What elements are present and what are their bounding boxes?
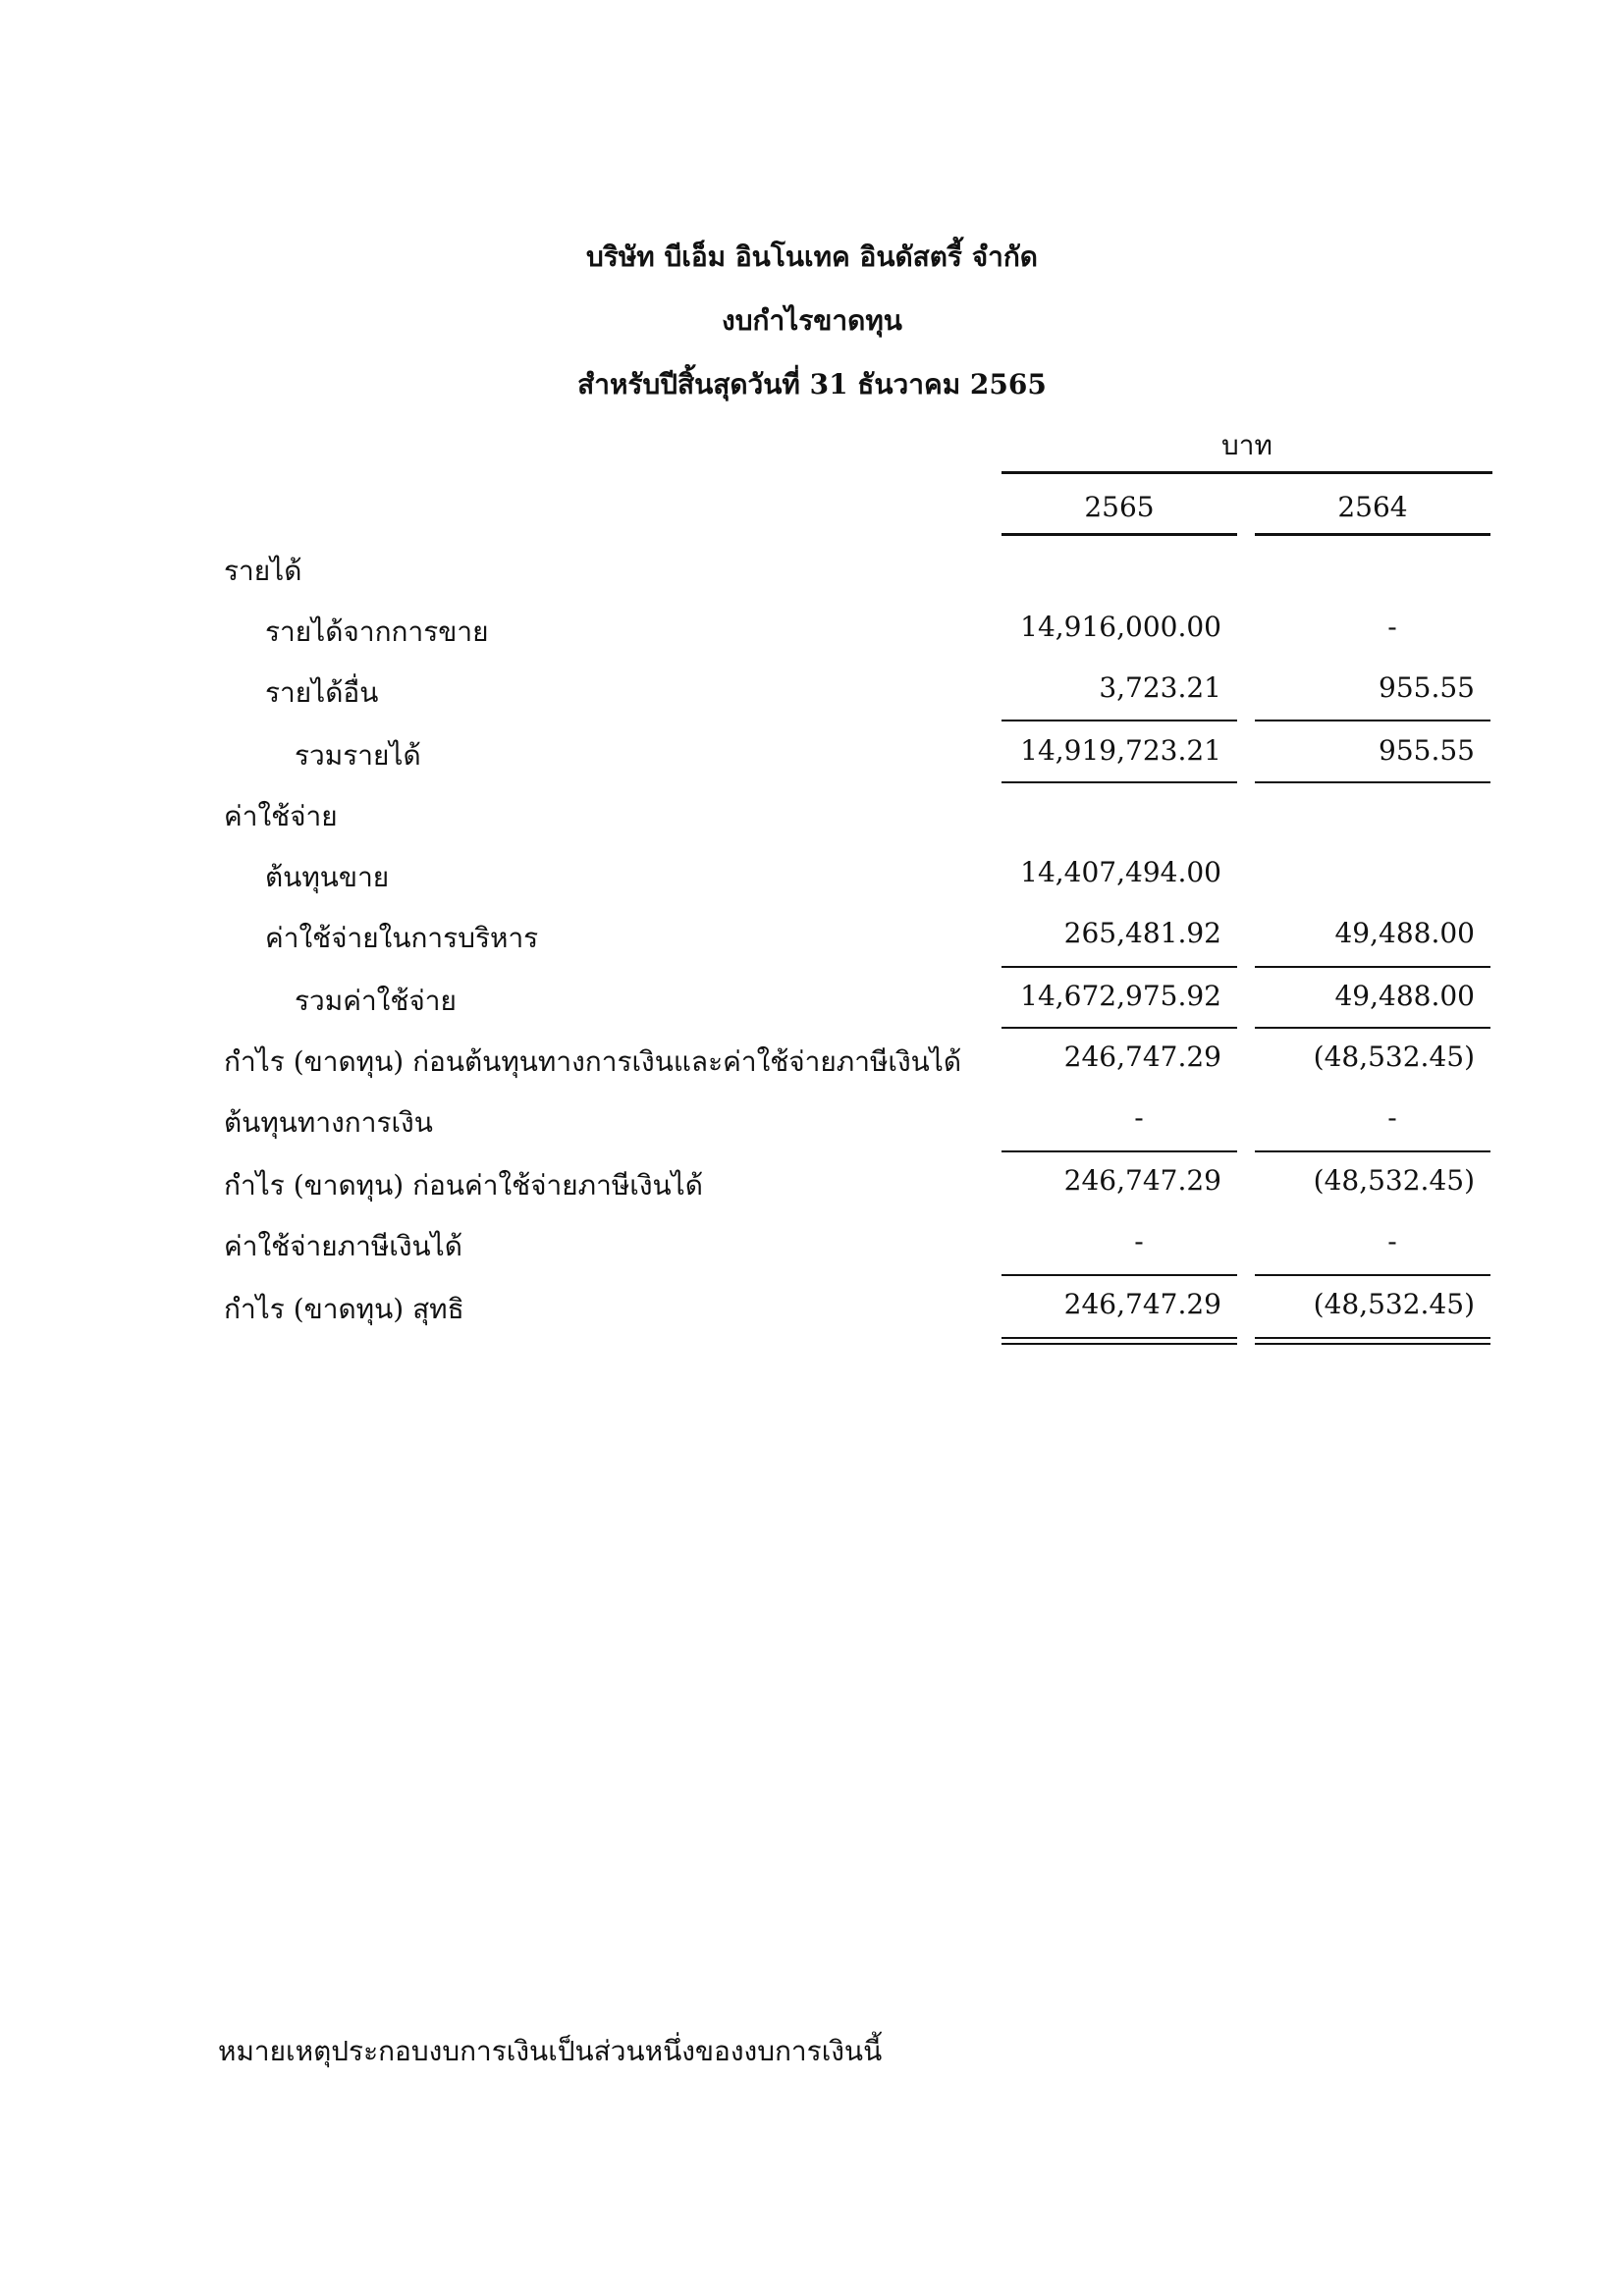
unit-underline: [1001, 471, 1492, 474]
table-row: [0, 917, 1624, 966]
table-row: [0, 1041, 1624, 1090]
row-label: ต้นทุนทางการเงิน: [224, 1106, 433, 1139]
row-label: รวมค่าใช้จ่าย: [295, 985, 457, 1017]
value-2564: -: [1387, 1101, 1397, 1134]
subtotal-rule: [1255, 1150, 1490, 1152]
value-2564: 955.55: [1379, 671, 1475, 704]
subtotal-rule: [1255, 1274, 1490, 1276]
value-2564: 49,488.00: [1334, 917, 1475, 949]
row-label: กำไร (ขาดทุน) สุทธิ: [224, 1293, 464, 1325]
value-2564: -: [1387, 611, 1397, 643]
subtotal-rule: [1001, 720, 1237, 721]
column-header-rule: [1255, 533, 1490, 536]
row-label: ต้นทุนขาย: [265, 861, 390, 893]
table-row-total: [0, 734, 1624, 783]
value-2565: -: [1134, 1225, 1144, 1257]
value-2564: 49,488.00: [1334, 980, 1475, 1012]
table-row-total: [0, 980, 1624, 1029]
value-2565: 246,747.29: [1063, 1041, 1221, 1073]
value-2565: 265,481.92: [1063, 917, 1221, 949]
column-header-2564: 2564: [1337, 491, 1408, 523]
value-2565: 14,916,000.00: [1020, 611, 1221, 643]
row-label: ค่าใช้จ่ายภาษีเงินได้: [224, 1230, 462, 1262]
value-2565: 246,747.29: [1063, 1288, 1221, 1320]
subtotal-rule: [1001, 966, 1237, 968]
row-label: กำไร (ขาดทุน) ก่อนค่าใช้จ่ายภาษีเงินได้: [224, 1169, 703, 1201]
row-label: ค่าใช้จ่าย: [224, 800, 338, 832]
value-2565: 246,747.29: [1063, 1164, 1221, 1197]
table-row: [0, 671, 1624, 721]
table-row: [0, 611, 1624, 660]
value-2565: 14,407,494.00: [1020, 856, 1221, 888]
row-label: รวมรายได้: [295, 739, 421, 772]
column-header-2565: 2565: [1084, 491, 1155, 523]
company-name: บริษัท บีเอ็ม อินโนเทค อินดัสตรี้ จำกัด: [586, 240, 1038, 273]
table-row-net: [0, 1288, 1624, 1337]
total-rule: [1001, 1027, 1237, 1029]
row-label: รายได้: [224, 555, 302, 587]
value-2565: 3,723.21: [1099, 671, 1221, 704]
footnote: หมายเหตุประกอบงบการเงินเป็นส่วนหนึ่งของงบการเงินนี้: [218, 2035, 883, 2067]
subtotal-rule: [1001, 1150, 1237, 1152]
total-rule: [1255, 781, 1490, 783]
value-2564: 955.55: [1379, 734, 1475, 767]
double-underline: [1255, 1337, 1490, 1345]
currency-unit: บาท: [1221, 429, 1272, 461]
subtotal-rule: [1255, 966, 1490, 968]
value-2564: (48,532.45): [1313, 1288, 1475, 1320]
total-rule: [1001, 781, 1237, 783]
value-2564: (48,532.45): [1313, 1041, 1475, 1073]
subtotal-rule: [1001, 1274, 1237, 1276]
row-label: รายได้อื่น: [265, 676, 379, 709]
value-2565: -: [1134, 1101, 1144, 1134]
section-heading-revenue: [0, 550, 1624, 599]
column-header-rule: [1001, 533, 1237, 536]
statement-title: งบกำไรขาดทุน: [722, 304, 902, 337]
table-row: [0, 1225, 1624, 1274]
section-heading-expenses: [0, 795, 1624, 844]
subtotal-rule: [1255, 720, 1490, 721]
statement-period: สำหรับปีสิ้นสุดวันที่ 31 ธันวาคม 2565: [577, 368, 1047, 400]
value-2565: 14,672,975.92: [1020, 980, 1221, 1012]
double-underline: [1001, 1337, 1237, 1345]
row-label: รายได้จากการขาย: [265, 615, 489, 648]
value-2565: 14,919,723.21: [1020, 734, 1221, 767]
value-2564: (48,532.45): [1313, 1164, 1475, 1197]
row-label: ค่าใช้จ่ายในการบริหาร: [265, 922, 539, 954]
row-label: กำไร (ขาดทุน) ก่อนต้นทุนทางการเงินและค่าใช้จ่ายภาษีเงินได้: [224, 1045, 962, 1078]
table-row: [0, 1164, 1624, 1213]
value-2564: -: [1387, 1225, 1397, 1257]
table-row: [0, 856, 1624, 905]
total-rule: [1255, 1027, 1490, 1029]
table-row: [0, 1101, 1624, 1150]
